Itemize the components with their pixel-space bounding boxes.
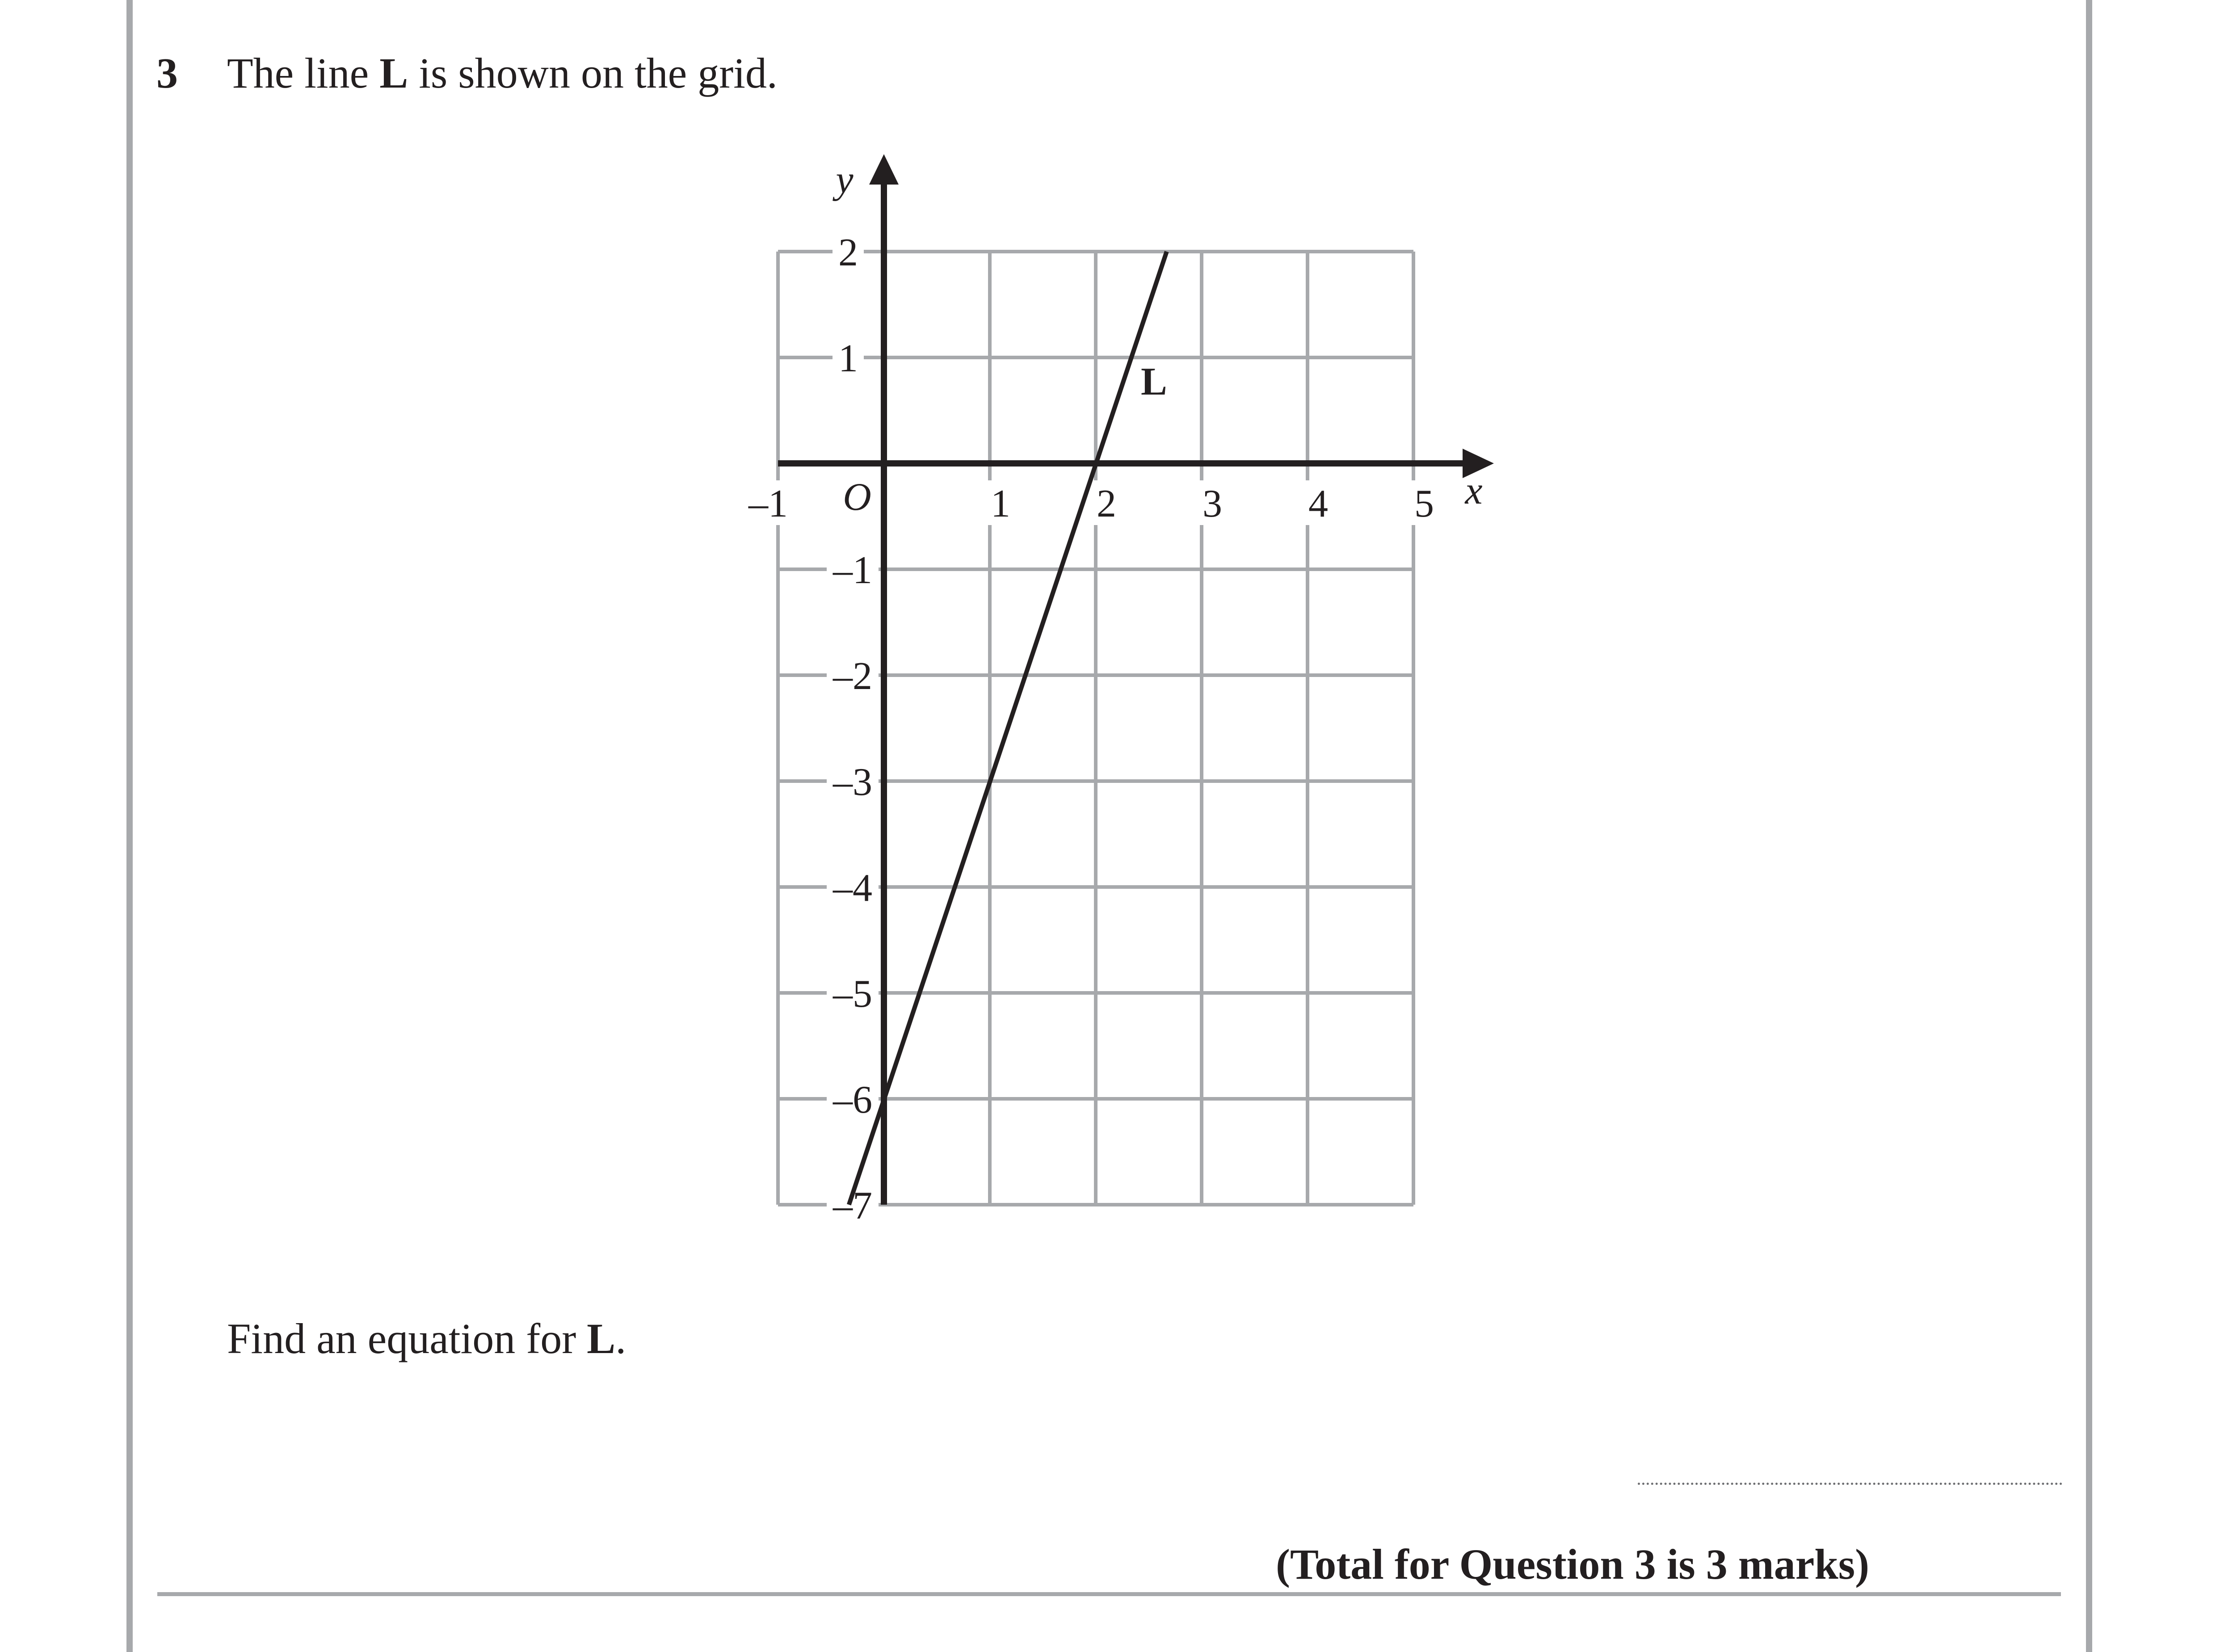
y-tick-label: –5 <box>833 972 872 1016</box>
instruction-text-before: Find an equation for <box>227 1315 587 1362</box>
line-L-label: L <box>1140 360 1167 404</box>
x-tick-label: 5 <box>1414 482 1434 525</box>
grid-lines <box>778 252 1413 1205</box>
x-tick-label: 2 <box>1097 482 1116 525</box>
y-axis-label: y <box>836 158 854 202</box>
stem-line-name: L <box>379 49 408 97</box>
bottom-rule <box>157 1592 2061 1596</box>
y-tick-label: –1 <box>833 549 872 592</box>
line-L <box>849 252 1167 1205</box>
y-tick-label: –7 <box>833 1184 872 1227</box>
y-tick-label: –3 <box>833 761 872 804</box>
y-tick-label: 2 <box>838 231 858 274</box>
stem-text-after: is shown on the grid. <box>408 49 778 97</box>
total-marks: (Total for Question 3 is 3 marks) <box>1276 1540 1870 1588</box>
y-tick-label: –6 <box>833 1078 872 1122</box>
instruction-text-after: . <box>615 1315 627 1362</box>
x-tick-label: 4 <box>1308 482 1328 525</box>
answer-line[interactable] <box>1638 1483 2062 1485</box>
tick-labels <box>742 229 1440 1227</box>
x-tick-label: 1 <box>991 482 1010 525</box>
instruction-line-name: L <box>587 1315 616 1362</box>
y-axis-arrow <box>869 154 899 185</box>
x-axis-label: x <box>1465 469 1483 513</box>
series <box>849 252 1167 1205</box>
y-tick-label: –2 <box>833 655 872 698</box>
x-tick-label: 3 <box>1203 482 1222 525</box>
question-number: 3 <box>156 49 178 97</box>
x-tick-label: –1 <box>748 482 788 525</box>
y-tick-label: 1 <box>838 337 858 380</box>
stem-text-before: The line <box>227 49 380 97</box>
axes <box>778 154 1494 1205</box>
question-instruction <box>227 1314 626 1363</box>
y-tick-label: –4 <box>833 866 872 910</box>
origin-label: O <box>843 475 871 519</box>
